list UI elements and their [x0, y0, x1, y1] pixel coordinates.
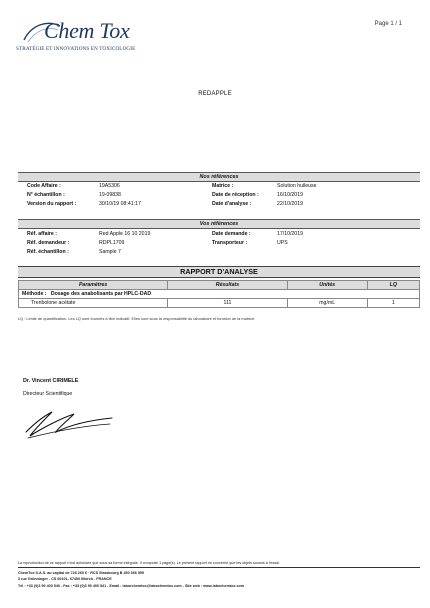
vos-ref-label-0: Réf. affaire :: [27, 231, 57, 237]
nos-ref-label-0: Code Affaire :: [27, 183, 61, 189]
vos-references-header: Vos références: [18, 219, 420, 229]
vos-ref-value-1: RDPL1709: [99, 240, 125, 246]
vos-ref-right-value-0: 17/10/2019: [277, 231, 303, 237]
footer-divider: [18, 567, 420, 568]
vos-ref-right-value-1: UPS: [277, 240, 288, 246]
nos-ref-label-2: Version du rapport :: [27, 201, 77, 207]
col-parametres: Paramètres: [19, 281, 168, 290]
nos-ref-right-value-1: 16/10/2019: [277, 192, 303, 198]
method-label: Méthode :: [22, 291, 47, 297]
rapport-analyse-title: RAPPORT D'ANALYSE: [18, 266, 420, 278]
handwritten-signature-icon: [22, 402, 117, 442]
signer-name: Dr. Vincent CIRIMELE: [23, 378, 79, 384]
nos-ref-right-label-0: Matrice :: [212, 183, 234, 189]
nos-ref-value-0: 19A5306: [99, 183, 120, 189]
lq-note: LQ : Limite de quantification. Les LQ sont fournies à titre indicatif. Elles sont sous la responsabilité du laboratoire et fonction de la matrice.: [18, 316, 256, 321]
col-unites: Unités: [287, 281, 367, 290]
page-number: Page 1 / 1: [374, 21, 402, 27]
nos-ref-label-1: N° échantillon :: [27, 192, 65, 198]
footer-address: 3 rue Grünninger - CS 60101- 67400 Illkirch - FRANCE: [18, 577, 112, 581]
param-lq: 1: [367, 299, 419, 308]
nos-ref-right-value-2: 22/10/2019: [277, 201, 303, 207]
vos-ref-right-label-1: Transporteur :: [212, 240, 248, 246]
param-result: 111: [168, 299, 287, 308]
param-name: Trenbolone acétate: [19, 299, 168, 308]
signer-role: Directeur Scientifique: [23, 391, 73, 397]
logo-name: Chem Tox: [44, 18, 130, 43]
nos-ref-right-label-1: Date de réception :: [212, 192, 259, 198]
company-logo: [16, 18, 141, 58]
vos-ref-value-0: Red Apple 16 10 2019: [99, 231, 151, 237]
nos-ref-value-1: 19-09838: [99, 192, 121, 198]
vos-ref-label-2: Réf. échantillon :: [27, 249, 69, 255]
footer-disclaimer: La reproduction de ce rapport n'est autorisée que sous sa forme intégrale. Il comporte 1 page(s). Le présent rapport ne concerne que les objets soumis à l'essai.: [18, 561, 280, 565]
results-header-row: [19, 281, 420, 290]
method-row: [19, 290, 420, 299]
footer-company: ChemTox S.A.S. au capital de 726 260 € · RCS Strasbourg B 450 366 555: [18, 571, 144, 575]
results-table: [18, 280, 420, 308]
method-value: Dosage des anabolisants par HPLC-DAD: [50, 291, 152, 297]
nos-ref-value-2: 30/10/19 08:41:17: [99, 201, 141, 207]
nos-ref-right-value-0: Solution huileuse: [277, 183, 317, 189]
client-name: REDAPPLE: [198, 91, 232, 97]
method-cell: [19, 290, 420, 299]
param-unit: mg/mL: [287, 299, 367, 308]
table-row: [19, 299, 420, 308]
vos-ref-label-1: Réf. demandeur :: [27, 240, 70, 246]
nos-references-header: Nos références: [18, 172, 420, 182]
col-lq: LQ: [367, 281, 419, 290]
nos-ref-right-label-2: Date d'analyse :: [212, 201, 252, 207]
vos-ref-right-label-0: Date demande :: [212, 231, 251, 237]
col-resultats: Résultats: [168, 281, 287, 290]
logo-tagline: STRATÉGIE ET INNOVATIONS EN TOXICOLOGIE: [16, 46, 136, 52]
footer-contact: Tél : +33 (0)3 90 400 540 - Fax : +33 (0)3 90 400 541 - Email : laborchemtox@labochemtox.com - Site web : www.labochemtox.com: [18, 584, 245, 588]
vos-ref-value-2: Sample 7: [99, 249, 121, 255]
